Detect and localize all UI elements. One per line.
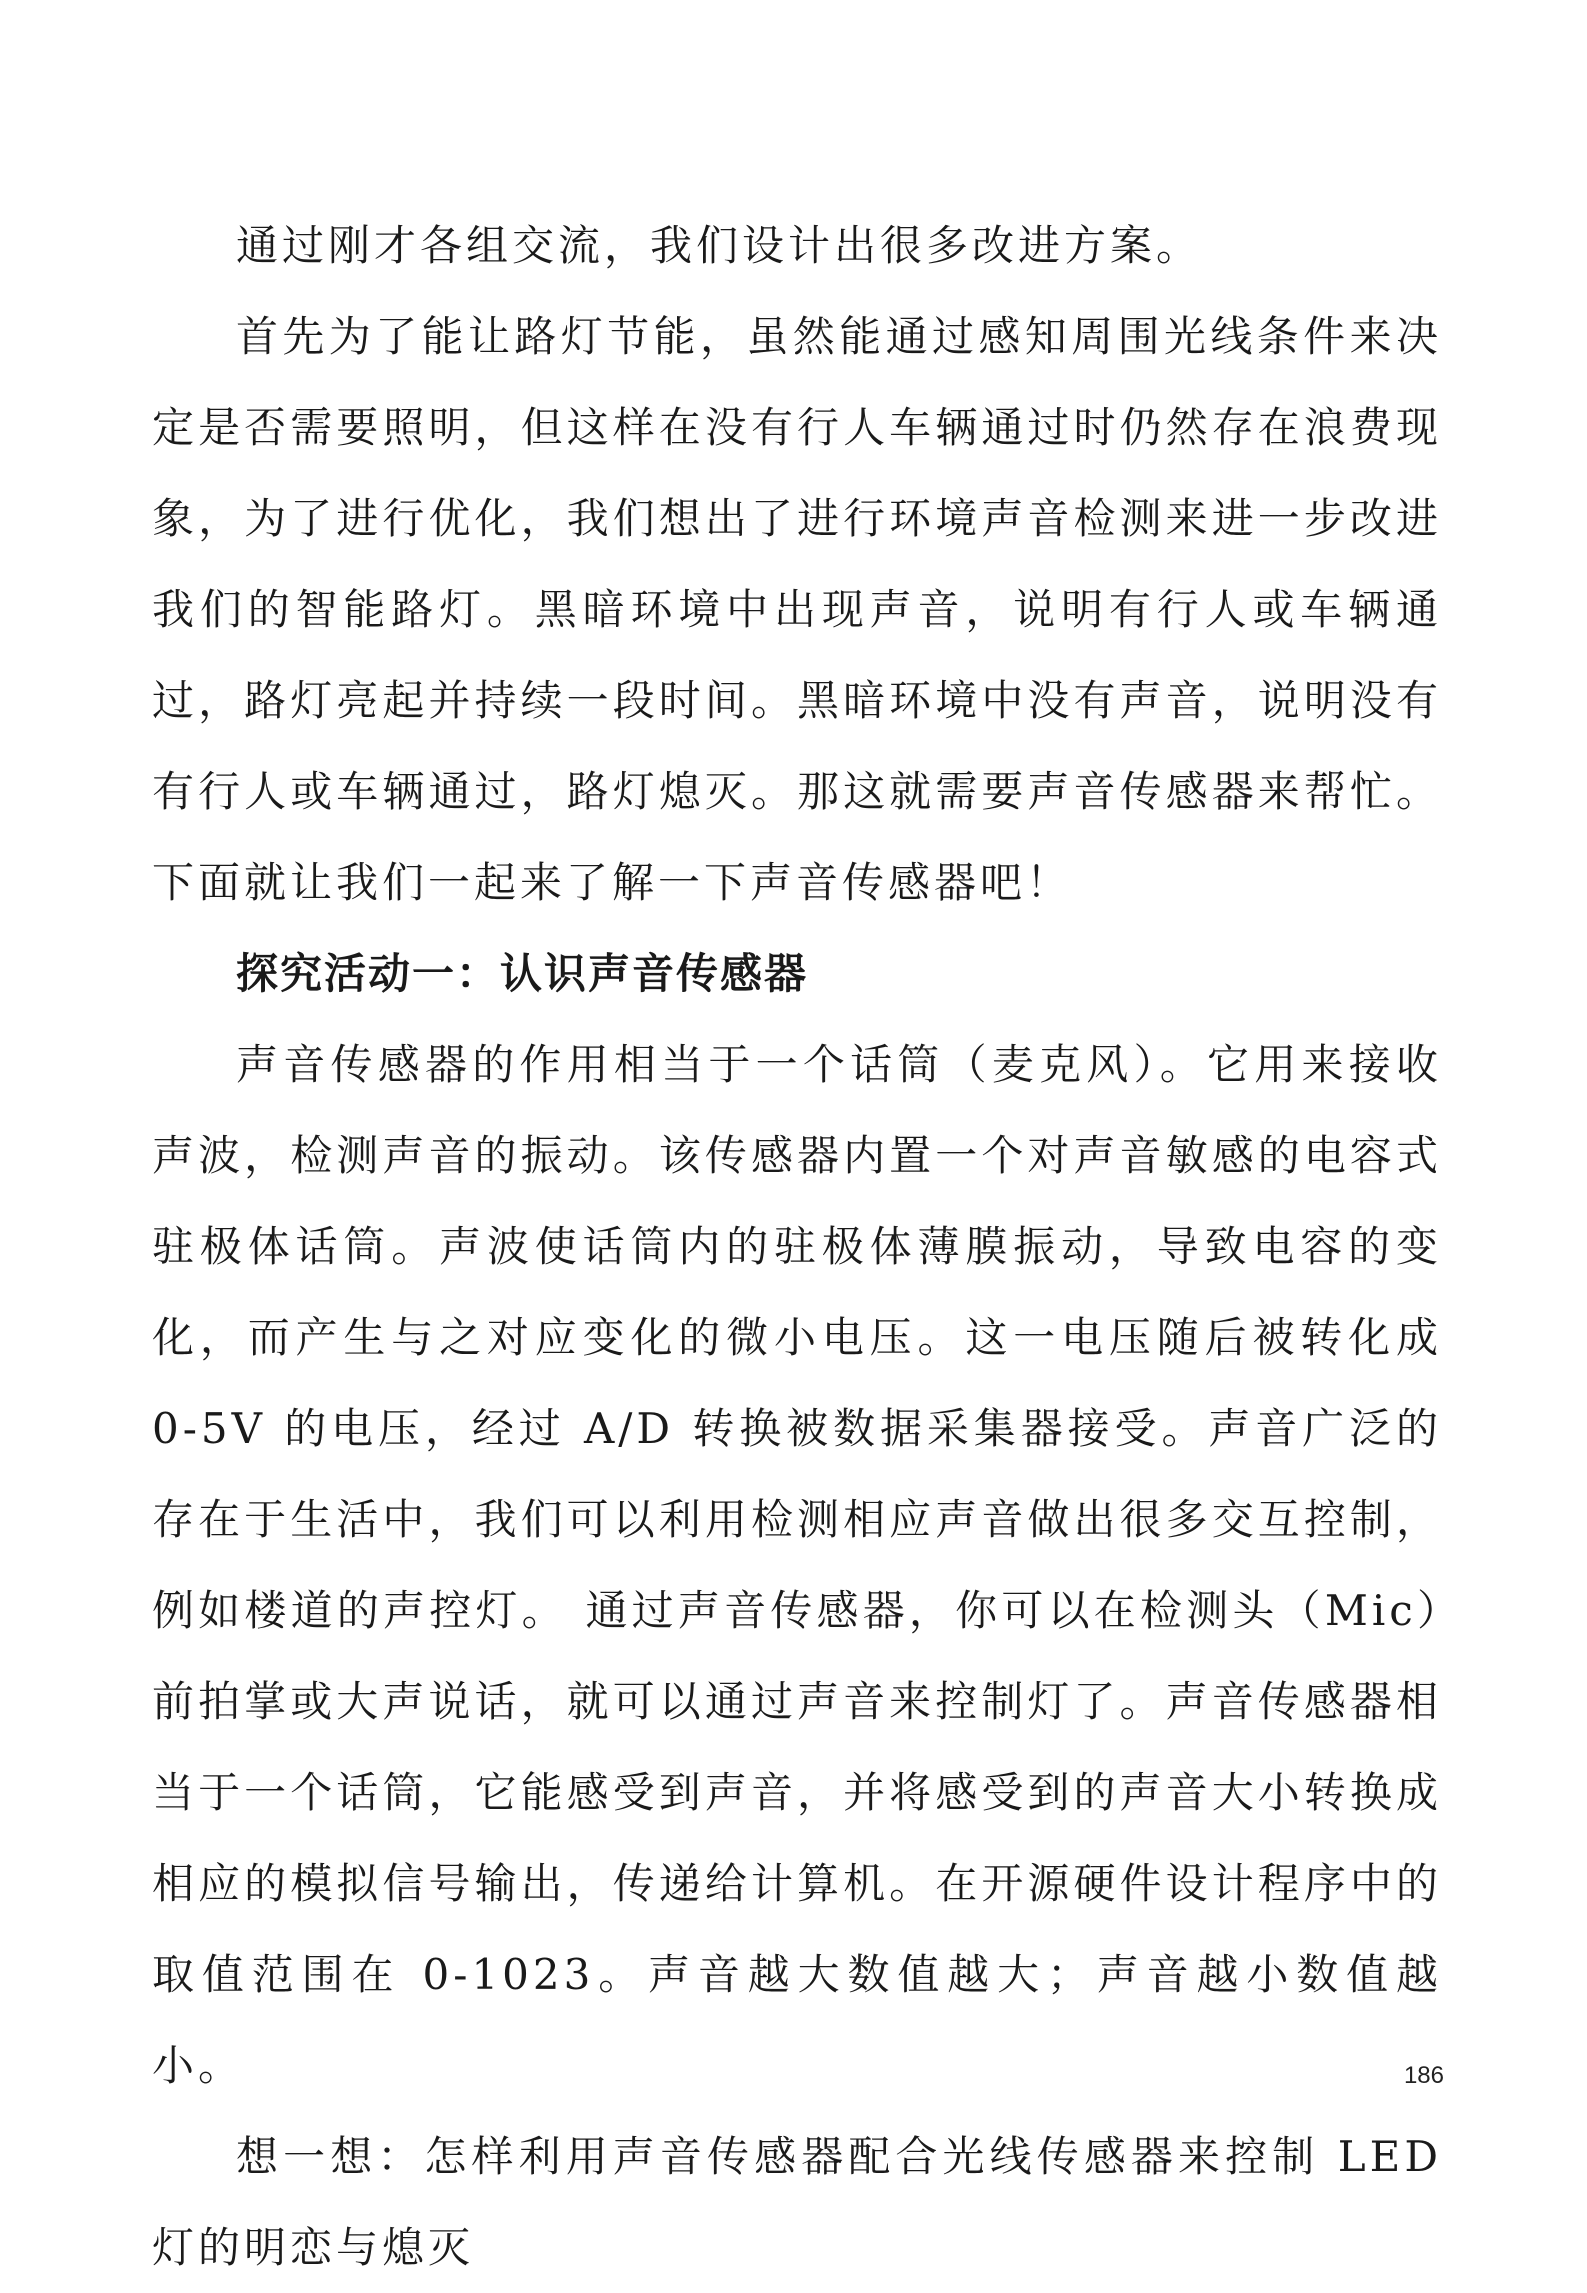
section-paragraph-2: 想一想：怎样利用声音传感器配合光线传感器来控制 LED 灯的明恋与熄灭 <box>152 2132 1442 2272</box>
intro-paragraph-1: 通过刚才各组交流，我们设计出很多改进方案。 <box>236 221 1203 270</box>
section-heading: 探究活动一：认识声音传感器 <box>236 949 809 998</box>
section-paragraph-1: 声音传感器的作用相当于一个话筒（麦克风）。它用来接收声波，检测声音的振动。该传感器内置一个对声音敏感的电容式驻极体话筒。声波使话筒内的驻极体薄膜振动，导致电容的变化，而产生与之对应变化的微小电压。这一电压随后被转化成 0-5V 的电压，经过 A/D 转换被数据采集器接受。声音广泛的存在于生活中，我们可以利用检测相应声音做出很多交互控制，例如楼道的声控灯。 通过声音传感器，你可以在检测头（Mic）前拍掌或大声说话，就可以通过声音来控制灯了。声音传感器相当于一个话筒，它能感受到声音，并将感受到的声音大小转换成相应的模拟信号输出，传递给计算机。在开源硬件设计程序中的取值范围在 0-1023。声音越大数值越大；声音越小数值越小。 <box>152 1040 1442 2090</box>
document-page <box>152 200 1442 2293</box>
intro-paragraph-2: 首先为了能让路灯节能，虽然能通过感知周围光线条件来决定是否需要照明，但这样在没有行人车辆通过时仍然存在浪费现象，为了进行优化，我们想出了进行环境声音检测来进一步改进我们的智能路灯。黑暗环境中出现声音，说明有行人或车辆通过，路灯亮起并持续一段时间。黑暗环境中没有声音，说明没有有行人或车辆通过，路灯熄灭。那这就需要声音传感器来帮忙。下面就让我们一起来了解一下声音传感器吧！ <box>152 312 1442 907</box>
page-number: 186 <box>1403 2062 1444 2089</box>
